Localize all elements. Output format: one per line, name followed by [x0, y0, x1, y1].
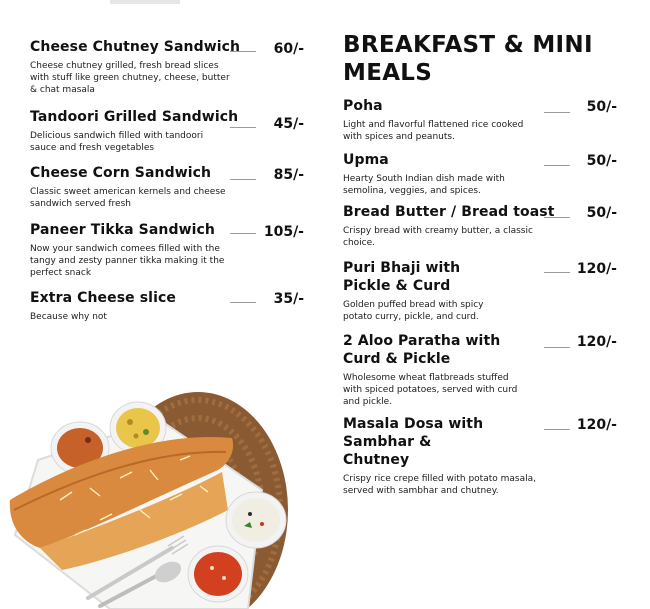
- item-price: 85/-: [273, 167, 304, 183]
- section-title: BREAKFAST & MINI MEALS: [343, 32, 593, 86]
- item-description: Cheese chutney grilled, fresh bread slices with stuff like green chutney, cheese, butter & chat masala: [30, 61, 230, 95]
- item-description: Now your sandwich comees filled with the tangy and zesty panner tikka making it the perfect snack: [30, 244, 225, 278]
- item-price: 105/-: [263, 224, 304, 240]
- item-description: Crispy bread with creamy butter, a classic choice.: [343, 226, 533, 248]
- item-name: Poha: [343, 98, 383, 114]
- price-leader: [230, 233, 256, 234]
- top-edge-fragment: [110, 0, 180, 4]
- menu-item: [30, 38, 241, 96]
- item-price: 120/-: [576, 417, 617, 433]
- price-leader: [230, 179, 256, 180]
- price-leader: [544, 165, 570, 166]
- price-leader: [544, 217, 570, 218]
- item-description: Classic sweet american kernels and cheese sandwich served fresh: [30, 187, 226, 209]
- menu-item: [343, 415, 536, 497]
- price-leader: [230, 127, 256, 128]
- item-description: Light and flavorful flattened rice cooked with spices and peanuts.: [343, 120, 524, 142]
- item-name: Bread Butter / Bread toast: [343, 204, 555, 220]
- masala-dosa-food-photo: [0, 360, 300, 609]
- menu-item: [343, 97, 538, 143]
- price-leader: [230, 302, 256, 303]
- menu-item: [343, 151, 538, 197]
- menu-item: [343, 203, 555, 249]
- item-name: Extra Cheese slice: [30, 290, 176, 306]
- item-name: Paneer Tikka Sandwich: [30, 222, 215, 238]
- item-name: Tandoori Grilled Sandwich: [30, 109, 239, 125]
- item-name: Cheese Chutney Sandwich: [30, 39, 241, 55]
- item-name: Upma: [343, 152, 389, 168]
- menu-item: [30, 289, 230, 323]
- menu-item: [30, 221, 230, 279]
- price-leader: [544, 272, 570, 273]
- item-description: Hearty South Indian dish made with semolina, veggies, and spices.: [343, 174, 505, 196]
- menu-item: [30, 164, 230, 210]
- item-name: Masala Dosa with Sambhar & Chutney: [343, 416, 484, 468]
- item-name: Cheese Corn Sandwich: [30, 165, 212, 181]
- item-price: 120/-: [576, 334, 617, 350]
- item-description: Wholesome wheat flatbreads stuffed with spiced potatoes, served with curd and pickle.: [343, 373, 518, 407]
- price-leader: [544, 112, 570, 113]
- item-price: 50/-: [586, 205, 617, 221]
- item-price: 60/-: [273, 41, 304, 57]
- item-price: 50/-: [586, 153, 617, 169]
- price-leader: [544, 347, 570, 348]
- menu-item: [343, 259, 503, 323]
- item-price: 35/-: [273, 291, 304, 307]
- menu-item: [30, 108, 239, 154]
- item-description: Crispy rice crepe filled with potato masala, served with sambhar and chutney.: [343, 474, 536, 496]
- price-leader: [544, 429, 570, 430]
- item-price: 45/-: [273, 116, 304, 132]
- item-price: 120/-: [576, 261, 617, 277]
- item-price: 50/-: [586, 99, 617, 115]
- item-description: Golden puffed bread with spicy potato curry, pickle, and curd.: [343, 300, 484, 322]
- menu-item: [343, 332, 523, 408]
- item-description: Because why not: [30, 312, 107, 322]
- item-name: 2 Aloo Paratha with Curd & Pickle: [343, 333, 501, 367]
- item-description: Delicious sandwich filled with tandoori sauce and fresh vegetables: [30, 131, 204, 153]
- price-leader: [230, 51, 256, 52]
- item-name: Puri Bhaji with Pickle & Curd: [343, 260, 461, 294]
